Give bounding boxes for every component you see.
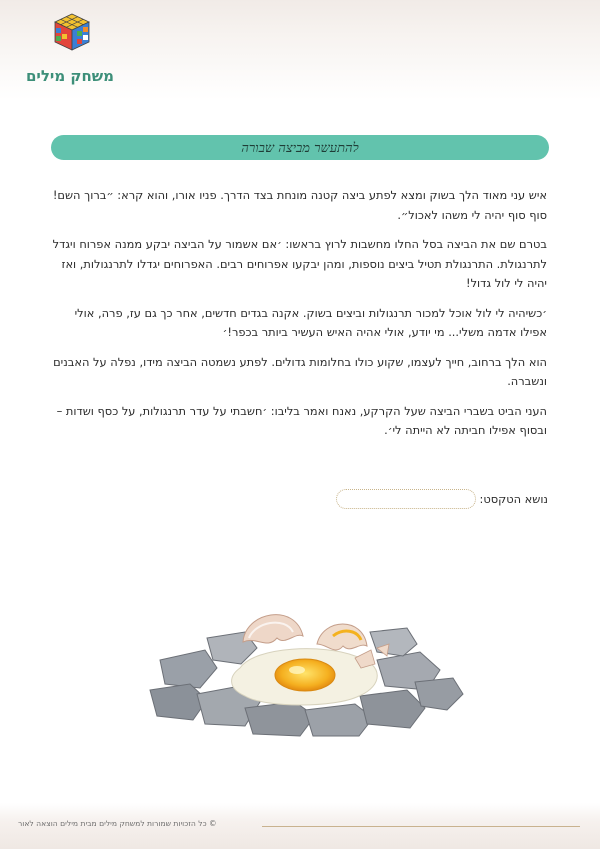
footer-divider	[262, 826, 580, 827]
story-text	[47, 186, 547, 451]
story-paragraph: בטרם שם את הביצה בסל החלו מחשבות לרוץ בראשו: ׳אם אשמור על הביצה יבקע ממנה אפרוח ויגדל לתרנגולת. התרנגולת תטיל ביצים נוספות, ומהן יבקעו אפרוחים רבים. האפרוחים יגדלו לתרנגולות, ואז יהיה לי לול גדול!	[52, 237, 547, 290]
broken-egg-on-stones-icon	[145, 598, 465, 738]
story-paragraph: ׳כשיהיה לי לול אוכל למכור תרנגולות וביצים בשוק. אקנה בגדים חדשים, אחר כך גם עז, פרה, אולי אפילו אדמה משלי... מי יודע, אולי אהיה האיש העשיר ביותר בכפר!׳	[74, 305, 547, 339]
copyright-notice: © כל הזכויות שמורות למשחק מילים מבית מילים הוצאה לאור	[18, 819, 217, 828]
story-title-bar	[51, 135, 549, 160]
story-title: להתעשר מביצה שבורה	[241, 140, 359, 156]
brand-name: משחק מילים	[25, 67, 114, 85]
story-paragraph: הוא הלך ברחוב, חייך לעצמו, שקוע כולו בחלומות גדולים. לפתע נשמטה הביצה מידו, נפלה על האבנים ונשברה.	[53, 354, 547, 388]
topic-question	[300, 487, 548, 511]
topic-answer-field[interactable]	[336, 489, 476, 509]
story-paragraph: העני הביט בשברי הביצה שעל הקרקע, נאנח ואמר בליבו: ׳חשבתי על עדר תרנגולות, על כסף ושדות – ובסוף אפילו חביתה לא הייתה לי׳.	[56, 403, 547, 437]
rubiks-cube-icon	[53, 12, 91, 52]
brand-logo[interactable]	[20, 12, 120, 85]
topic-label: נושא הטקסט:	[479, 492, 548, 506]
story-paragraph: איש עני מאוד הלך בשוק ומצא לפתע ביצה קטנה מונחת בצד הדרך. פניו אורו, והוא קרא: ״ברוך השם! סוף סוף יהיה לי משהו לאכול״.	[52, 188, 547, 222]
